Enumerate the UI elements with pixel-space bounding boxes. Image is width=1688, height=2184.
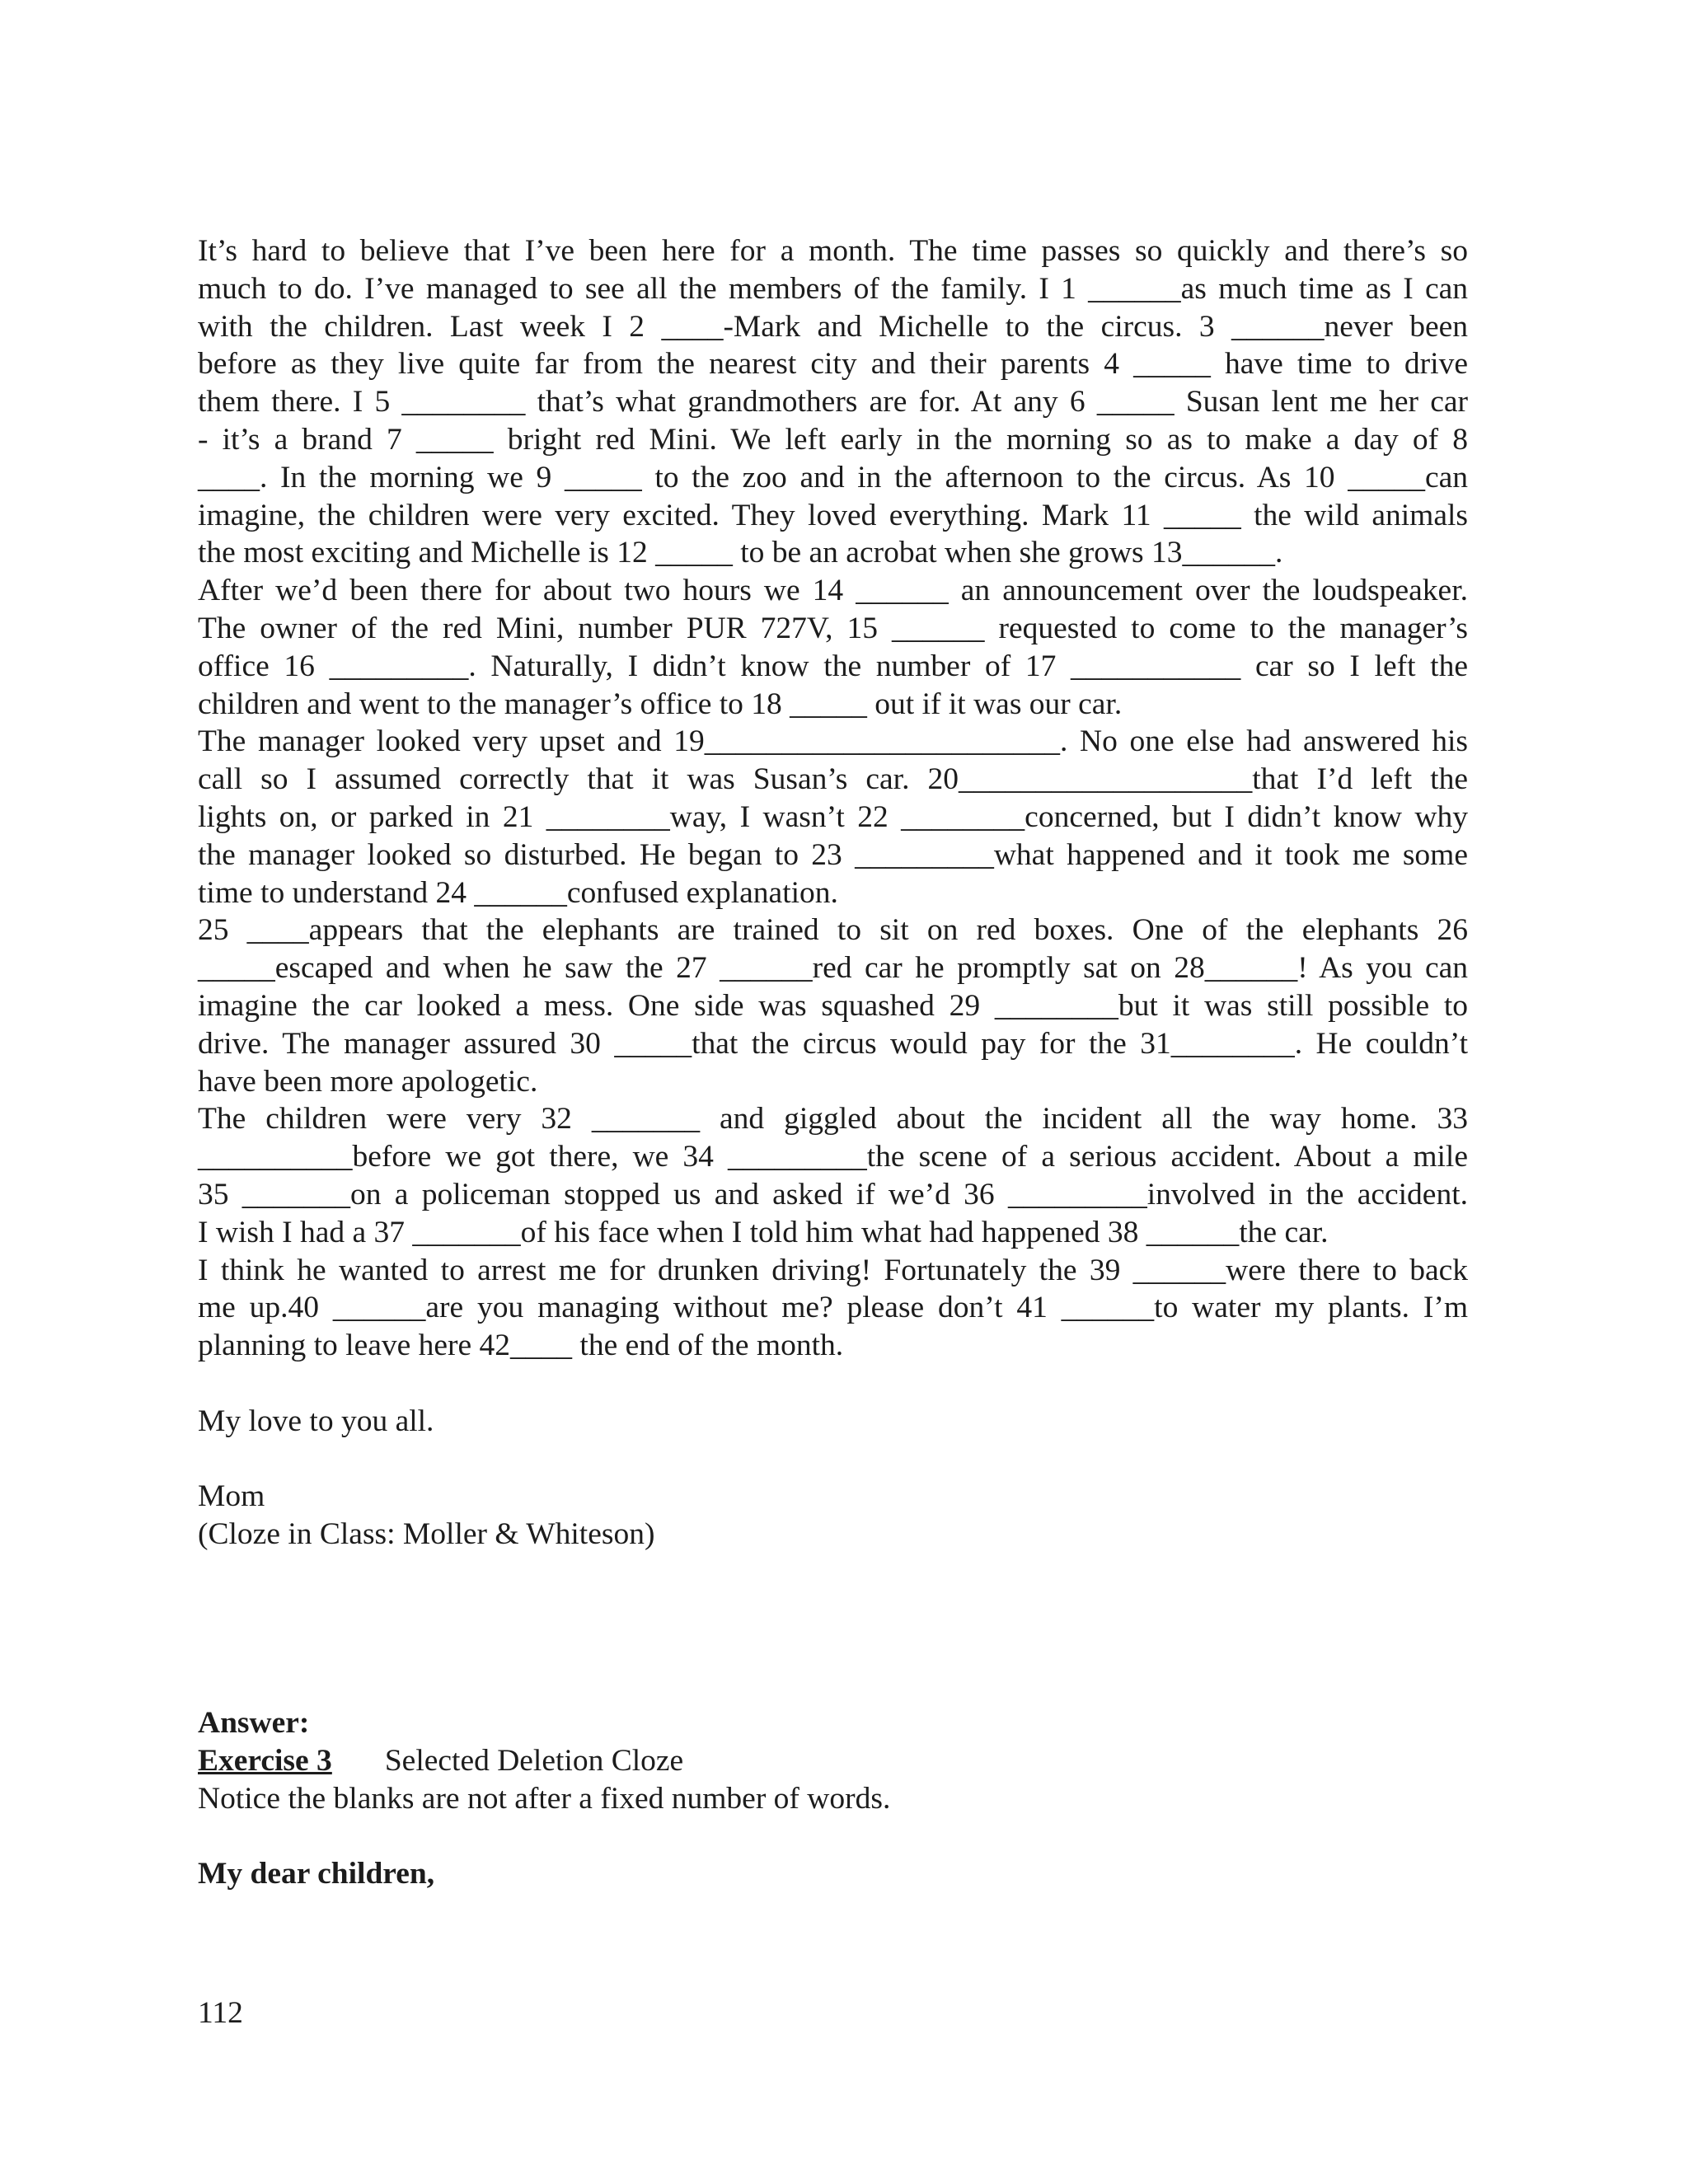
answer-heading: Answer: (198, 1706, 310, 1741)
letter-line: much to do. I’ve managed to see all the members of the family. I 1 ______as much time as I can (198, 271, 1468, 306)
letter-line: office 16 _________. Naturally, I didn’t know the number of 17 ___________ car so I left the (198, 649, 1468, 683)
spacer (198, 1629, 1468, 1666)
letter-line: It’s hard to believe that I’ve been here for a month. The time passes so quickly and there’s so (198, 234, 1468, 268)
exercise-subtitle: Selected Deletion Cloze (384, 1743, 684, 1778)
letter-line: me up.40 ______are you managing without me? please don’t 41 ______to water my plants. I’m (198, 1291, 1468, 1325)
document-page (198, 232, 1468, 1893)
letter-line: __________before we got there, we 34 _________the scene of a serious accident. About a mile (198, 1140, 1468, 1174)
letter-line: drive. The manager assured 30 _____that the circus would pay for the 31________. He couldn’t (198, 1026, 1468, 1061)
letter-line: 35 _______on a policeman stopped us and asked if we’d 36 _________involved in the accident. (198, 1177, 1468, 1212)
exercise-heading-row (198, 1742, 1468, 1780)
letter-line: time to understand 24 ______confused explanation. (198, 875, 838, 910)
exercise-note: Notice the blanks are not after a fixed number of words. (198, 1781, 891, 1816)
spacer (198, 1365, 1468, 1403)
letter-line: The manager looked very upset and 19_______________________. No one else had answered his (198, 724, 1468, 759)
letter-line: lights on, or parked in 21 ________way, I wasn’t 22 ________concerned, but I didn’t know why (198, 799, 1468, 834)
answer-salutation: My dear children, (198, 1857, 435, 1891)
exercise-title: Exercise 3 (198, 1743, 332, 1778)
letter-line: 25 ____appears that the elephants are trained to sit on red boxes. One of the elephants 26 (198, 913, 1468, 948)
spacer (198, 1666, 1468, 1704)
letter-signature: Mom (198, 1479, 265, 1514)
letter-line: call so I assumed correctly that it was Susan’s car. 20___________________that I’d left the (198, 762, 1468, 797)
page-number: 112 (198, 1996, 243, 2030)
letter-line: I think he wanted to arrest me for drunken driving! Fortunately the 39 ______were there to back (198, 1253, 1468, 1287)
letter-line: After we’d been there for about two hours we 14 ______ an announcement over the loudspeaker. (198, 574, 1468, 608)
letter-line: ____. In the morning we 9 _____ to the zoo and in the afternoon to the circus. As 10 _____can (198, 460, 1468, 494)
letter-line: planning to leave here 42____ the end of the month. (198, 1329, 844, 1363)
letter-line: The owner of the red Mini, number PUR 727V, 15 ______ requested to come to the manager’s (198, 611, 1468, 645)
letter-line: I wish I had a 37 _______of his face when I told him what had happened 38 ______the car. (198, 1215, 1329, 1249)
letter-line: the manager looked so disturbed. He began to 23 _________what happened and it took me some (198, 837, 1468, 872)
spacer (198, 1441, 1468, 1479)
spacer (198, 1554, 1468, 1591)
letter-line: _____escaped and when he saw the 27 ______red car he promptly sat on 28______! As you can (198, 951, 1468, 986)
spacer (198, 1817, 1468, 1855)
letter-line: - it’s a brand 7 _____ bright red Mini. We left early in the morning so as to make a day of 8 (198, 422, 1468, 457)
letter-line: children and went to the manager’s office to 18 _____ out if it was our car. (198, 687, 1123, 721)
letter-line: before as they live quite far from the nearest city and their parents 4 _____ have time to drive (198, 347, 1468, 382)
letter-line: with the children. Last week I 2 ____-Mark and Michelle to the circus. 3 ______never been (198, 309, 1468, 344)
spacer (198, 1591, 1468, 1629)
letter-line: have been more apologetic. (198, 1064, 538, 1099)
cloze-letter-body (198, 232, 1468, 1365)
letter-line: them there. I 5 ________ that’s what grandmothers are for. At any 6 _____ Susan lent me her car (198, 385, 1468, 419)
letter-line: The children were very 32 _______ and giggled about the incident all the way home. 33 (198, 1102, 1468, 1137)
source-citation: (Cloze in Class: Moller & Whiteson) (198, 1517, 655, 1552)
letter-line: imagine the car looked a mess. One side was squashed 29 ________but it was still possible to (198, 988, 1468, 1023)
letter-closing: My love to you all. (198, 1404, 434, 1438)
letter-line: the most exciting and Michelle is 12 _____ to be an acrobat when she grows 13______. (198, 536, 1283, 570)
letter-line: imagine, the children were very excited. They loved everything. Mark 11 _____ the wild animals (198, 498, 1468, 532)
